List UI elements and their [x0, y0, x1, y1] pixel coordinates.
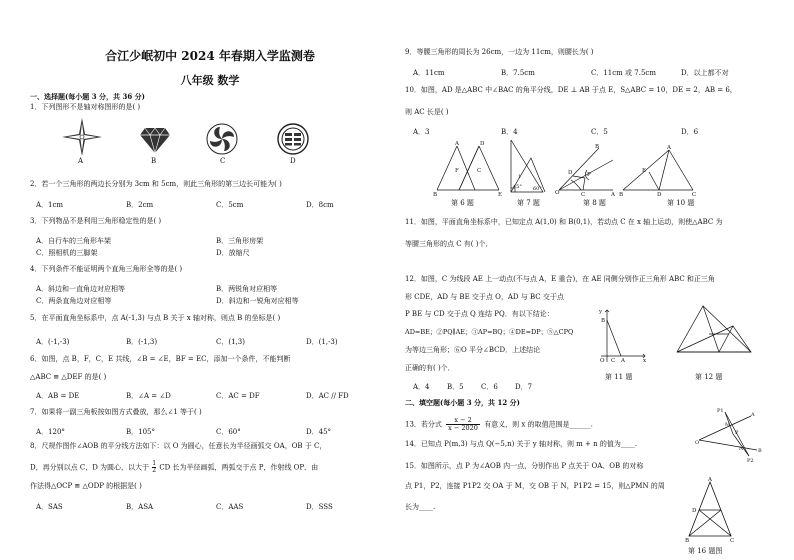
q13-prefix: 13．若分式 — [405, 420, 442, 429]
swirl-figure — [206, 123, 238, 155]
q6-option-b: B．∠A = ∠D — [126, 392, 171, 400]
q1-stem: 1．下列图形不是轴对称图形的是( ) — [30, 103, 141, 111]
fig16-label-b: B — [685, 538, 690, 544]
q7-figure — [505, 138, 549, 196]
q12-line-2: 形 CDE，AD 与 BE 交于点 O，AD 与 BC 交于点 — [405, 293, 564, 301]
q13-stem — [405, 417, 593, 432]
q7-figure-caption: 第 7 题 — [517, 199, 540, 207]
fig15-label-m: M — [725, 422, 731, 428]
q5-option-b: B．(-1,3) — [126, 338, 158, 346]
q12-line-6: 正确的有( )个． — [405, 364, 455, 372]
q9-option-a: A．11cm — [413, 69, 445, 77]
q15-line-2: 点 P1，P2，连接 P1P2 交 OA 于 M，交 OB 于 N，P1P2 = 15，则△PMN 的周 — [405, 482, 665, 490]
q11-figure — [591, 306, 647, 364]
fig11-label-b: B — [601, 318, 606, 324]
fig7-label-1: 1 — [518, 174, 522, 180]
q1-label-a: A — [78, 157, 84, 165]
q10-option-b: B．4 — [501, 128, 518, 136]
q8-line-2-start: D，再分别以点 C，D 为圆心，以大于 — [30, 463, 150, 472]
q12-line-4: AD=BE；②PQ∥AE；③AP=BQ；④DE=DP；⑤△CPQ — [405, 328, 574, 336]
fig6-label-b: B — [433, 192, 438, 198]
q7-option-b: B．105° — [126, 428, 156, 436]
q3-option-c: C．照相机的三脚架 — [36, 249, 98, 257]
q9-option-b: B．7.5cm — [501, 69, 535, 77]
fig15-label-p1: P1 — [717, 408, 724, 414]
q8-option-c: C．AAS — [216, 503, 244, 511]
q10-option-d: D．6 — [681, 128, 699, 136]
q3-option-d: D．放缩尺 — [216, 249, 250, 257]
q8-line-1: 8．尺规作图作∠AOB 的平分线方法如下：以 O 为圆心，任意长为半径画弧交 OA，OB 于 C， — [30, 442, 327, 450]
q1-label-b: B — [151, 157, 157, 165]
q8-option-d: D．SSS — [306, 503, 333, 511]
fig11-label-y: y — [599, 309, 603, 315]
q6-option-a: A．AB = DE — [36, 392, 80, 400]
q8-figure-caption: 第 8 题 — [583, 199, 606, 207]
fig15-label-a: A — [751, 412, 755, 418]
fig16-label-d: D — [692, 508, 697, 514]
fig10-label-d: D — [657, 192, 662, 198]
q2-stem: 2．若一个三角形的两边长分别为 3cm 和 5cm，则此三角形的第三边长可能为( ) — [30, 180, 282, 188]
q1-label-c: C — [220, 157, 226, 165]
q8-fraction-num: 1 — [152, 460, 157, 467]
q11-figure-caption: 第 11 题 — [605, 373, 633, 381]
fig11-label-c: C — [611, 358, 616, 364]
q12-line-1: 12．如图，C 为线段 AE 上一动点(不与点 A，E 重合)，在 AE 同侧分别作正三角形 ABC 和正三角 — [405, 275, 715, 283]
q13-suffix: 有意义，则 x 的取值范围是______. — [484, 420, 593, 429]
coin-pattern-figure — [277, 123, 309, 155]
fig16-label-a: A — [708, 477, 712, 483]
q12-option-d: D．7 — [515, 383, 533, 391]
q1-label-d: D — [290, 157, 296, 165]
q2-option-c: C．5cm — [216, 201, 244, 209]
q6-option-c: C．AC = DF — [216, 392, 260, 400]
q8-option-b: B．ASA — [126, 503, 154, 511]
fig16-label-c: C — [730, 538, 735, 544]
fig10-label-a: A — [667, 145, 671, 151]
q16-figure — [685, 478, 735, 542]
q12-figure-caption: 第 12 题 — [695, 373, 723, 381]
fig6-label-e: E — [498, 192, 503, 198]
fig15-label-o: O — [695, 440, 700, 446]
q10-option-c: C．5 — [591, 128, 608, 136]
fig15-label-p2: P2 — [747, 458, 754, 464]
q12-line-5: 为等边三角形；⑥O 平分∠BCD．上述结论 — [405, 346, 541, 354]
q8-line-2-end: CD 长为半径画弧，两弧交于点 P，作射线 OP．由 — [159, 463, 319, 472]
q4-option-a: A．斜边和一直角边对应相等 — [36, 285, 126, 293]
q7-stem: 7．如果将一副三角板按如图方式叠放，那么∠1 等于( ) — [30, 408, 202, 416]
q9-option-d: D．以上都不对 — [681, 69, 729, 77]
q7-option-d: D．45° — [306, 428, 332, 436]
q10-figure-caption: 第 10 题 — [667, 199, 695, 207]
q13-fraction-num: x − 2 — [446, 417, 480, 425]
q5-option-d: D．(1,-3) — [306, 338, 338, 346]
q2-option-a: A．1cm — [36, 201, 64, 209]
section-2-title: 二、填空题(每小题 3 分，共 12 分) — [405, 398, 520, 407]
q8-option-a: A．SAS — [36, 503, 63, 511]
q10-figure — [619, 146, 699, 196]
fig8-label-a: A — [611, 192, 615, 198]
q15-figure — [695, 406, 765, 464]
q6-figure-caption: 第 6 题 — [451, 199, 474, 207]
fig15-label-n: N — [739, 446, 744, 452]
q11-line-1: 11．如图，平面直角坐标系中，已知定点 A(1,0) 和 B(0,1)，若动点 C 在 x 轴上运动，则使△ABC 为 — [405, 218, 723, 226]
q4-option-c: C．两条直角边对应相等 — [36, 297, 112, 305]
q9-stem: 9．等腰三角形的周长为 26cm，一边为 11cm，则腰长为( ) — [405, 48, 594, 56]
fig11-label-o: O — [600, 358, 605, 364]
q12-line-3: P BE 与 CD 交于点 Q 连结 PQ．有以下结论： — [405, 310, 554, 318]
q8-line-3: 作法得△OCP ≌ △ODP 的根据是( ) — [30, 482, 142, 490]
q5-option-a: A．(-1,-3) — [36, 338, 70, 346]
q10-line-2: 则 AC 长是( ) — [405, 108, 449, 116]
fig8-label-p: P — [587, 172, 591, 178]
q12-figure — [673, 296, 753, 360]
fig10-label-c: C — [692, 192, 697, 198]
q8-fraction-den: 2 — [152, 467, 157, 474]
fig15-label-p: P — [735, 430, 739, 436]
q6-line-2: △ABC ≌ △DEF 的是( ) — [30, 373, 107, 381]
diamond-figure — [139, 126, 171, 154]
fig7-label-60: 60° — [533, 186, 542, 192]
q10-line-1: 10．如图，AD 是△ABC 中∠BAC 的角平分线，DE ⊥ AB 于点 E，S△ABC = 10，DE = 2，AB = 6， — [405, 86, 737, 94]
q11-line-2: 等腰三角形的点 C 有( )个． — [405, 240, 493, 248]
q12-option-c: C．6 — [481, 383, 498, 391]
fig6-label-d: D — [480, 141, 485, 147]
left-column — [30, 0, 390, 560]
q12-option-b: B．5 — [447, 383, 464, 391]
fig8-label-o: O — [555, 190, 560, 196]
q15-line-3: 长为____. — [405, 503, 436, 511]
q13-fraction-den: x − 2020 — [448, 424, 478, 432]
q6-line-1: 6．如图，点 B，F，C，E 共线，∠B = ∠E，BF = EC，添加一个条件，不能判断 — [30, 355, 291, 363]
q5-option-c: C．(1,3) — [216, 338, 245, 346]
exam-title: 合江少岷初中 2024 年春期入学监测卷 — [105, 49, 315, 63]
q8-line-2 — [30, 461, 318, 474]
fig6-label-f: F — [455, 168, 459, 174]
q5-stem: 5．在平面直角坐标系中，点 A(-1,3) 与点 B 关于 x 轴对称，则点 B 的坐标是( ) — [30, 314, 281, 322]
q10-option-a: A．3 — [413, 128, 430, 136]
q8-fraction — [152, 461, 156, 474]
fig8-label-b: B — [595, 144, 600, 150]
fig10-label-e: E — [642, 168, 647, 174]
q6-figure — [433, 141, 503, 198]
q8-figure — [555, 140, 615, 196]
fig6-label-c: C — [477, 168, 482, 174]
q3-option-a: A．自行车的三角形车架 — [36, 237, 112, 245]
q7-option-a: A．120° — [36, 428, 65, 436]
q4-option-d: D．斜边和一锐角对应相等 — [216, 297, 299, 305]
q9-option-c: C．11cm 或 7.5cm — [591, 69, 656, 77]
exam-subtitle: 八年级 数学 — [180, 74, 240, 87]
q12-option-a: A．4 — [413, 383, 430, 391]
q3-option-b: B．三角形房架 — [216, 237, 264, 245]
q4-option-b: B．两锐角对应相等 — [216, 285, 278, 293]
fig6-label-a: A — [455, 141, 459, 147]
q16-figure-caption: 第 16 题图 — [688, 547, 723, 555]
q4-stem: 4．下列条件不能证明两个直角三角形全等的是( ) — [30, 265, 183, 273]
q3-stem: 3．下列物品不是利用三角形稳定性的是( ) — [30, 217, 162, 225]
section-1-title: 一、选择题(每小题 3 分，共 36 分) — [30, 92, 145, 101]
fig8-label-c: C — [581, 192, 586, 198]
q15-line-1: 15．如图所示，点 P 为∠AOB 内一点，分别作出 P 点关于 OA、OB 的对称 — [405, 462, 644, 470]
q7-option-c: C．60° — [216, 428, 241, 436]
q2-option-b: B．2cm — [126, 201, 154, 209]
right-column — [405, 0, 780, 560]
fig8-label-d: D — [568, 170, 573, 176]
q6-option-d: D．AC // FD — [306, 392, 349, 400]
q13-fraction — [446, 417, 480, 432]
q14-stem: 14．已知点 P(m,3) 与点 Q(−5,n) 关于 y 轴对称，则 m + n 的值为____. — [405, 440, 638, 448]
fig11-label-a: A — [621, 358, 625, 364]
fig7-label-45: 45° — [513, 184, 522, 190]
fig11-label-x: x — [643, 358, 647, 364]
compass-star-figure — [62, 118, 102, 156]
fig15-label-b: B — [758, 448, 762, 454]
fig10-label-b: B — [619, 192, 624, 198]
q2-option-d: D．8cm — [306, 201, 334, 209]
